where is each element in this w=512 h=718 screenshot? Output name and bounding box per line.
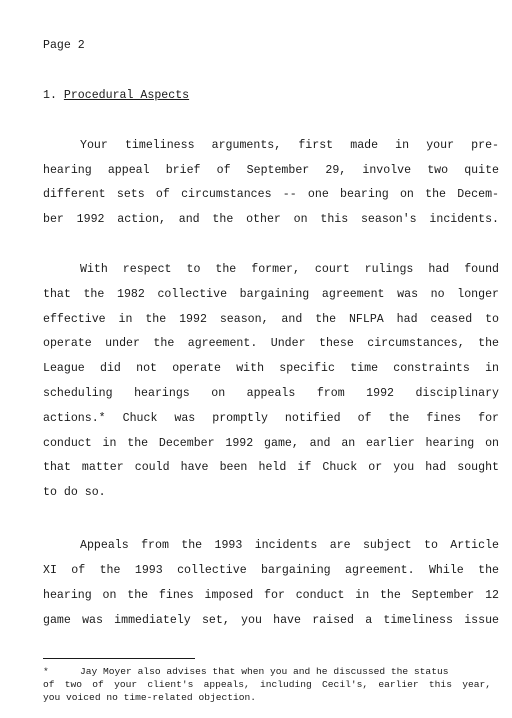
paragraph-2-line-6: scheduling hearings on appeals from 1992 disciplinary	[43, 387, 499, 400]
paragraph-2-line-3: effective in the 1992 season, and the NFLPA had ceased to	[43, 313, 499, 326]
footnote-line-3: you voiced no time-related objection.	[43, 692, 257, 703]
paragraph-1-line-4: ber 1992 action, and the other on this season's incidents.	[43, 213, 499, 226]
paragraph-2-line-4: operate under the agreement. Under these circumstances, the	[43, 337, 499, 350]
paragraph-2-line-9: that matter could have been held if Chuck or you had sought	[43, 461, 499, 474]
paragraph-3-line-4: game was immediately set, you have raised a timeliness issue	[43, 614, 499, 627]
paragraph-2-line-2: that the 1982 collective bargaining agreement was no longer	[43, 288, 499, 301]
paragraph-2-line-5: League did not operate with specific time constraints in	[43, 362, 499, 375]
footnote-line-2: of two of your client's appeals, including Cecil's, earlier this year,	[43, 679, 491, 690]
paragraph-3-line-1: Appeals from the 1993 incidents are subject to Article	[80, 539, 499, 552]
paragraph-1-line-1: Your timeliness arguments, first made in your pre-	[80, 139, 499, 152]
paragraph-2-line-7: actions.* Chuck was promptly notified of the fines for	[43, 412, 499, 425]
footnote-divider	[43, 658, 195, 659]
paragraph-2-line-1: With respect to the former, court rulings had found	[80, 263, 499, 276]
paragraph-1-line-2: hearing appeal brief of September 29, involve two quite	[43, 164, 499, 177]
section-title: Procedural Aspects	[63, 89, 190, 102]
section-number: 1.	[43, 89, 57, 102]
paragraph-3-line-2: XI of the 1993 collective bargaining agreement. While the	[43, 564, 499, 577]
paragraph-2-line-8: conduct in the December 1992 game, and an earlier hearing on	[43, 437, 499, 450]
footnote-line-1: Jay Moyer also advises that when you and he discussed the status	[80, 666, 449, 677]
paragraph-2-line-10: to do so.	[43, 486, 106, 499]
section-heading	[43, 89, 189, 103]
page-label: Page 2	[43, 39, 85, 52]
paragraph-1-line-3: different sets of circumstances -- one bearing on the Decem-	[43, 188, 499, 201]
paragraph-3-line-3: hearing on the fines imposed for conduct in the September 12	[43, 589, 499, 602]
footnote-marker: *	[43, 666, 49, 677]
